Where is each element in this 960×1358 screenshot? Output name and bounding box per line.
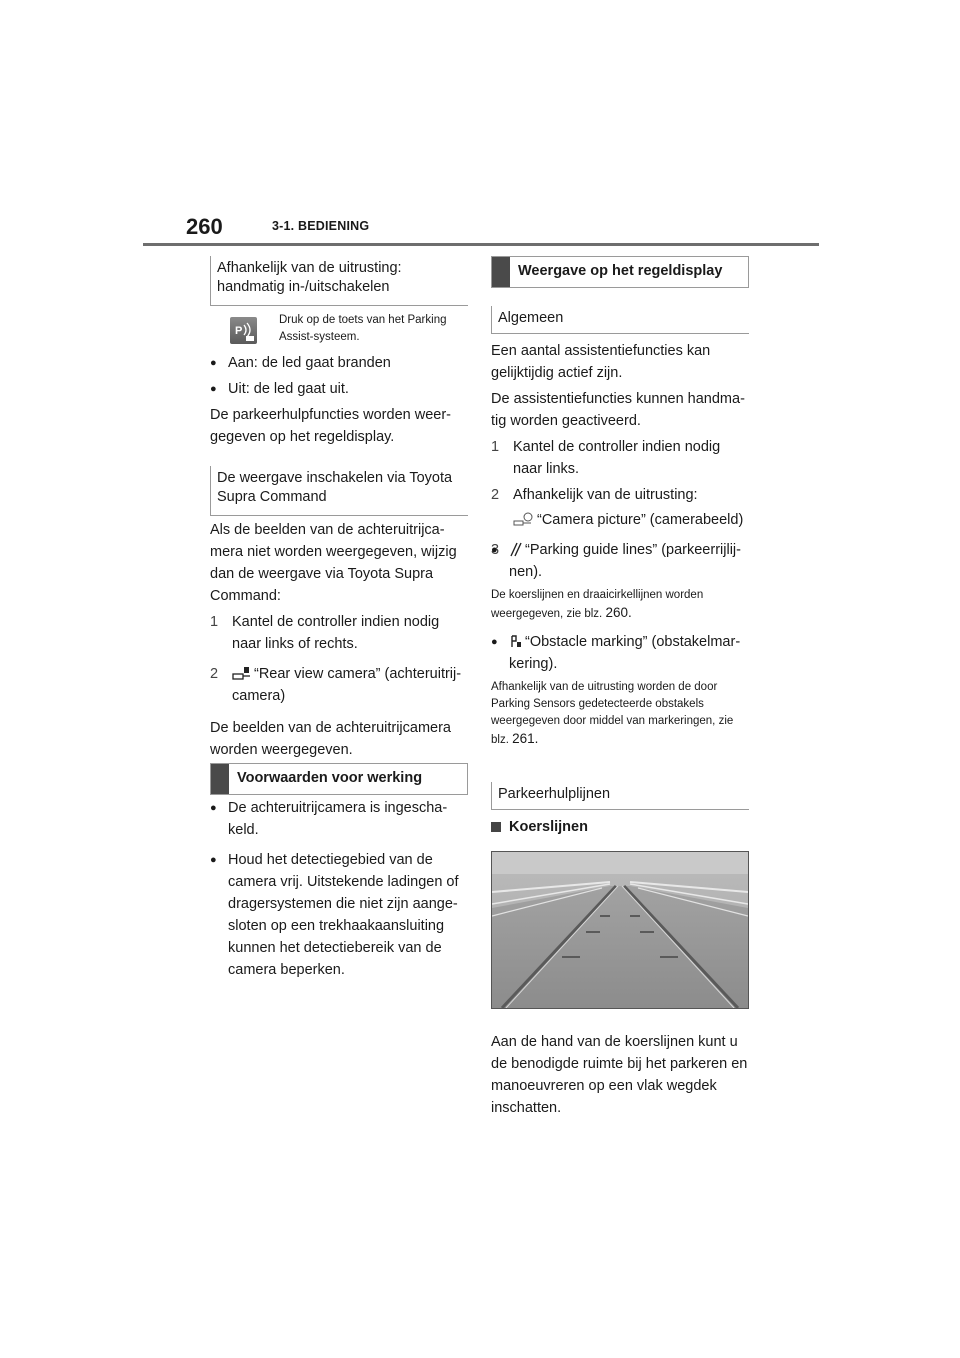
- step-2-text: “Rear view camera” (achteruitrij-camera): [232, 666, 462, 704]
- right-step-1-number: 1: [491, 439, 500, 455]
- right-step-3-number: 3: [491, 542, 500, 558]
- right-body-1: [491, 340, 749, 749]
- section-box-general-label: Algemeen: [498, 310, 564, 326]
- right-step-1-text: Kantel de controller indien nodig naar links.: [513, 439, 721, 477]
- bullet-on: ● Aan: de led gaat branden: [210, 352, 468, 374]
- option-guide-lines: [491, 539, 749, 583]
- left-body-3: [210, 797, 468, 981]
- step-1-text: Kantel de controller indien nodig naar links of rechts.: [232, 614, 440, 652]
- section-box-conditions: [210, 763, 468, 795]
- left-column: [210, 256, 468, 306]
- right-step-2-text: Afhankelijk van de uitrusting:: [513, 487, 698, 503]
- left-box3-wrap: [210, 763, 468, 795]
- obstacle-marking-icon: [509, 633, 523, 649]
- para-switch: Als de beelden van de achteruitrijca-mera niet worden weergegeven, wijzig dan de weergave via Toyota Supra Command:: [210, 522, 457, 604]
- subheading-course-lines: Koerslijnen: [491, 816, 749, 838]
- right-box3-wrap: [491, 782, 749, 810]
- right-step-2-number: 2: [491, 487, 500, 503]
- camera-picture-icon: [513, 511, 535, 527]
- condition-1: ● De achteruitrijcamera is ingescha-keld.: [210, 797, 468, 841]
- note-guide-lines: [491, 587, 749, 623]
- para-images: De beelden van de achteruitrijcamera worden weergegeven.: [210, 720, 451, 758]
- course-lines-illustration: [491, 851, 749, 1009]
- section-box-display-label: Weergave op het regeldisplay: [518, 263, 723, 279]
- note-obstacle-page: 261.: [512, 731, 539, 746]
- course-lines-image: [492, 852, 748, 1008]
- left-body-1: [210, 352, 468, 448]
- header-rule: [143, 243, 819, 246]
- right-step-2: [491, 484, 749, 506]
- note-obstacle-text: Afhankelijk van de uitrusting worden de door Parking Sensors gedetecteerde obstakels weergegeven door middel van markeringen, zie blz.: [491, 681, 734, 746]
- note-guide-lines-page: 260.: [605, 605, 632, 620]
- para-simultaneous: Een aantal assistentiefuncties kan gelijktijdig actief zijn.: [491, 343, 711, 381]
- section-box-guide: [491, 782, 749, 810]
- section-box-general: [491, 306, 749, 334]
- page-number: 260: [186, 214, 223, 239]
- right-step-2b: [491, 509, 749, 531]
- right-box2-wrap: [491, 306, 749, 334]
- note-obstacle: [491, 679, 749, 749]
- guide-lines-icon: [509, 541, 523, 557]
- right-step-2b-text: “Camera picture” (camerabeeld): [537, 512, 744, 528]
- option-obstacle-marking: [491, 631, 749, 675]
- section-box-command-label: De weergave inschakelen via Toyota Supra Command: [217, 470, 453, 505]
- section-box-conditions-label: Voorwaarden voor werking: [237, 770, 423, 786]
- para-display: De parkeerhulpfuncties worden weer-gegeven op het regeldisplay.: [210, 407, 451, 445]
- para-manual: De assistentiefuncties kunnen handma-tig worden geactiveerd.: [491, 391, 745, 429]
- step-1-number: 1: [210, 614, 219, 630]
- condition-2: ● Houd het detectiegebied van de camera vrij. Uitstekende ladingen of dragersystemen die niet zijn aange-sloten op een trekhaakaansluiting kunnen het detectiebereik van de camera beperken.: [210, 849, 468, 981]
- option-obstacle-marking-text: “Obstacle marking” (obstakelmar-kering).: [509, 634, 741, 672]
- right-subhead-wrap: [491, 816, 749, 838]
- section-box-manual-label: Afhankelijk van de uitrusting: handmatig in-/uitschakelen: [217, 260, 402, 295]
- section-box-display-marker: [492, 257, 510, 287]
- section-box-display: [491, 256, 749, 288]
- step-2: [210, 663, 468, 707]
- parking-assist-button-icon: [230, 317, 257, 344]
- section-box-manual: [210, 256, 468, 306]
- section-box-conditions-marker: [211, 764, 229, 794]
- step-1: [210, 611, 468, 655]
- bullet-off: ● Uit: de led gaat uit.: [210, 378, 468, 400]
- note-guide-lines-text: De koerslijnen en draaicirkellijnen worden weergegeven, zie blz.: [491, 589, 704, 620]
- right-box1-wrap: [491, 256, 749, 288]
- section-box-command: [210, 466, 468, 516]
- right-body-final: [491, 1031, 749, 1119]
- left-body-2: [210, 519, 468, 761]
- svg-text:P: P: [235, 325, 243, 337]
- rear-camera-icon: [232, 665, 252, 681]
- left-box2-wrap: [210, 466, 468, 516]
- step-2-number: 2: [210, 666, 219, 682]
- para-course-lines: Aan de hand van de koerslijnen kunt u de benodigde ruimte bij het parkeren en manoeuvreren op een vlak wegdek inschatten.: [491, 1034, 748, 1116]
- right-step-1: [491, 436, 749, 480]
- option-guide-lines-text: “Parking guide lines” (parkeerrijlij-nen).: [509, 542, 741, 580]
- pa-note: Druk op de toets van het Parking Assist-systeem.: [279, 314, 447, 343]
- chapter-title: 3-1. BEDIENING: [272, 219, 370, 233]
- section-box-guide-label: Parkeerhulplijnen: [498, 786, 611, 802]
